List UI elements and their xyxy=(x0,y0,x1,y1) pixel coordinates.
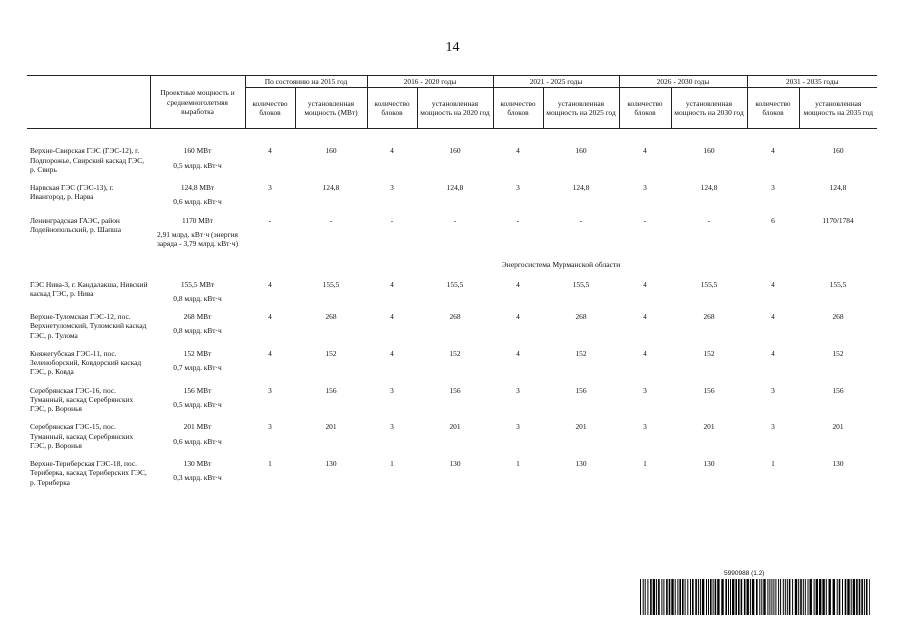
plant-name: ГЭС Нива-3, г. Кандалакша, Нивский каскад ГЭС, р. Нива xyxy=(30,279,148,298)
table-row xyxy=(27,213,877,255)
plant-capacity xyxy=(150,456,245,493)
units-count: 4 xyxy=(268,312,272,322)
units-count: 4 xyxy=(268,279,272,289)
units-count: 4 xyxy=(516,312,520,322)
units-count: 6 xyxy=(771,215,775,225)
installed-capacity: 155,5 xyxy=(700,279,718,289)
barcode-bar xyxy=(663,579,664,615)
barcode-bar xyxy=(713,579,714,615)
barcode-bar xyxy=(666,579,668,615)
design-power: 156 МВт xyxy=(183,385,212,395)
installed-capacity: 160 xyxy=(325,146,337,156)
barcode-bar xyxy=(842,579,843,615)
units-count: 4 xyxy=(643,146,647,156)
units-count: 3 xyxy=(643,183,647,192)
barcode-bar xyxy=(710,579,712,615)
table-body-leningrad xyxy=(27,129,877,255)
installed-capacity: 130 xyxy=(449,459,461,469)
plant-capacity xyxy=(150,213,245,255)
barcode-bar xyxy=(679,579,681,615)
installed-capacity: 155,5 xyxy=(572,279,590,289)
units-count: 4 xyxy=(771,146,775,156)
installed-capacity: 155,5 xyxy=(829,279,847,289)
design-power: 130 МВт xyxy=(183,459,212,469)
units-count: 3 xyxy=(390,385,394,395)
barcode-bar xyxy=(822,579,824,615)
plant-name: Верхне-Териберская ГЭС-18, пос. Териберка, каскад Териберских ГЭС, р. Териберка xyxy=(30,459,147,487)
units-count: 1 xyxy=(390,459,394,469)
installed-capacity: 268 xyxy=(449,312,461,322)
units-count: 4 xyxy=(643,279,647,289)
barcode-bar xyxy=(816,579,818,615)
barcode-bar xyxy=(690,579,691,615)
installed-capacity: 1170/1784 xyxy=(822,215,854,225)
annual-output: 0,8 млрд. кВт·ч xyxy=(173,326,222,336)
design-power: 268 МВт xyxy=(183,312,212,322)
barcode-bar xyxy=(738,579,740,615)
annual-output: 0,7 млрд. кВт·ч xyxy=(173,363,222,373)
header-sub: установленная мощность (МВт) xyxy=(295,88,367,129)
barcode-bar xyxy=(732,579,734,615)
barcode-bar xyxy=(795,579,797,615)
barcode-bar xyxy=(810,579,812,615)
header-group: 2016 - 2020 годы xyxy=(367,76,493,88)
installed-capacity: 155,5 xyxy=(322,279,340,289)
installed-capacity: 124,8 xyxy=(322,183,340,192)
units-count: 3 xyxy=(643,422,647,432)
barcode-bar xyxy=(789,579,791,615)
barcode-bar xyxy=(869,579,870,615)
header-group: По состоянию на 2015 год xyxy=(245,76,367,88)
plant-capacity xyxy=(150,419,245,456)
barcode-bar xyxy=(715,579,717,615)
barcode-bar xyxy=(677,579,678,615)
barcode-bar xyxy=(692,579,694,615)
installed-capacity: 130 xyxy=(832,459,844,469)
barcode-bar xyxy=(735,579,737,615)
table-row xyxy=(27,419,877,456)
plant-capacity xyxy=(150,383,245,420)
installed-capacity: 160 xyxy=(575,146,587,156)
table-body-murmansk xyxy=(27,277,877,493)
barcode-bar xyxy=(645,579,646,615)
barcode-bar xyxy=(805,579,806,615)
units-count: 4 xyxy=(390,146,394,156)
barcode-bar xyxy=(814,579,815,615)
units-count: - xyxy=(390,215,394,225)
barcode-bar xyxy=(839,579,841,615)
barcode xyxy=(640,570,870,616)
units-count: 4 xyxy=(771,312,775,322)
header-group: 2031 - 2035 годы xyxy=(747,76,877,88)
annual-output: 0,8 млрд. кВт·ч xyxy=(173,293,222,303)
barcode-bar xyxy=(763,579,765,615)
units-count: - xyxy=(268,215,272,225)
barcode-bar xyxy=(769,579,770,615)
barcode-bar xyxy=(640,579,641,615)
installed-capacity: 130 xyxy=(703,459,715,469)
design-power: 124,8 МВт xyxy=(180,183,215,192)
installed-capacity: 156 xyxy=(575,385,587,395)
installed-capacity: 156 xyxy=(325,385,337,395)
plant-capacity xyxy=(150,143,245,180)
units-count: 4 xyxy=(268,348,272,358)
units-count: - xyxy=(643,215,647,225)
installed-capacity: 124,8 xyxy=(829,183,847,192)
units-count: 4 xyxy=(390,279,394,289)
header-sub: установленная мощность на 2020 год xyxy=(417,88,493,129)
barcode-bar xyxy=(653,579,655,615)
installed-capacity: 155,5 xyxy=(446,279,464,289)
design-power: 160 МВт xyxy=(183,146,212,156)
installed-capacity: 160 xyxy=(449,146,461,156)
installed-capacity: 124,8 xyxy=(700,183,718,192)
barcode-bar xyxy=(773,579,774,615)
barcode-bar xyxy=(866,579,868,615)
barcode-bar xyxy=(767,579,768,615)
header-group: 2021 - 2025 годы xyxy=(493,76,619,88)
installed-capacity: 268 xyxy=(325,312,337,322)
barcode-bar xyxy=(741,579,743,615)
installed-capacity: 268 xyxy=(575,312,587,322)
barcode-bar xyxy=(787,579,788,615)
barcode-bar xyxy=(851,579,852,615)
barcode-bar xyxy=(759,579,760,615)
barcode-bar xyxy=(747,579,749,615)
units-count: 1 xyxy=(771,459,775,469)
plant-name: Серебрянская ГЭС-16, пос. Туманный, каскад Серебрянских ГЭС, р. Воронья xyxy=(30,385,134,414)
annual-output: 0,5 млрд. кВт·ч xyxy=(173,160,222,170)
plant-name: Ленинградская ГАЭС, район Лодейнопольский, р. Шапша xyxy=(30,215,121,234)
barcode-bar xyxy=(778,579,779,615)
installed-capacity: 152 xyxy=(832,348,844,358)
barcode-bar xyxy=(833,579,835,615)
table-row xyxy=(27,383,877,420)
installed-capacity: 156 xyxy=(703,385,715,395)
units-count: 4 xyxy=(390,312,394,322)
installed-capacity: - xyxy=(453,215,457,225)
units-count: 3 xyxy=(771,385,775,395)
barcode-bar xyxy=(837,579,838,615)
units-count: 3 xyxy=(516,183,520,192)
barcode-bar xyxy=(752,579,754,615)
barcode-bar xyxy=(725,579,727,615)
units-count: 4 xyxy=(771,348,775,358)
units-count: 3 xyxy=(771,422,775,432)
header-sub: количество блоков xyxy=(619,88,671,129)
barcode-bar xyxy=(706,579,707,615)
header-sub: установленная мощность на 2035 год xyxy=(799,88,877,129)
plant-name: Верхне-Свирская ГЭС (ГЭС-12), г. Подпорожье, Свирский каскад ГЭС, р. Свирь xyxy=(30,146,144,174)
units-count: 3 xyxy=(268,183,272,192)
table-row xyxy=(27,456,877,493)
units-count: 3 xyxy=(643,385,647,395)
units-count: 3 xyxy=(771,183,775,192)
barcode-bar xyxy=(859,579,861,615)
units-count: 3 xyxy=(516,422,520,432)
installed-capacity: - xyxy=(707,215,711,225)
barcode-bar xyxy=(700,579,701,615)
plant-capacity xyxy=(150,277,245,310)
header-sub: количество блоков xyxy=(245,88,295,129)
barcode-bar xyxy=(775,579,776,615)
barcode-bar xyxy=(650,579,652,615)
plant-name: Серебрянская ГЭС-15, пос. Туманный, каскад Серебрянских ГЭС, р. Воронья xyxy=(30,422,134,450)
table-row xyxy=(27,180,877,213)
annual-output: 2,91 млрд. кВт·ч (энергия заряда - 3,79 млрд. кВт·ч) xyxy=(156,229,239,248)
barcode-bar xyxy=(853,579,855,615)
installed-capacity: 201 xyxy=(325,422,337,432)
units-count: 3 xyxy=(390,183,394,192)
installed-capacity: 156 xyxy=(832,385,844,395)
barcode-bar xyxy=(750,579,751,615)
units-count: 3 xyxy=(516,385,520,395)
units-count: 4 xyxy=(268,146,272,156)
barcode-bar xyxy=(721,579,723,615)
barcode-bar xyxy=(756,579,758,615)
barcode-bar xyxy=(744,579,746,615)
installed-capacity: 201 xyxy=(449,422,461,432)
annual-output: 0,5 млрд. кВт·ч xyxy=(173,399,222,409)
barcode-bar xyxy=(798,579,799,615)
header-sub: установленная мощность на 2025 год xyxy=(543,88,619,129)
barcode-bar xyxy=(783,579,784,615)
barcode-bar xyxy=(717,579,719,615)
table-row xyxy=(27,346,877,383)
barcode-icon xyxy=(640,579,870,615)
header-name-col xyxy=(27,76,150,129)
units-count: 1 xyxy=(643,459,647,469)
installed-capacity: 268 xyxy=(703,312,715,322)
barcode-bar xyxy=(847,579,849,615)
units-count: 1 xyxy=(268,459,272,469)
units-count: 4 xyxy=(516,146,520,156)
plant-name: Княжегубская ГЭС-11, пос. Зеленоборский, Ковдорский каскад ГЭС, р. Ковда xyxy=(30,348,142,377)
barcode-bar xyxy=(771,579,772,615)
barcode-bar xyxy=(643,579,644,615)
annual-output: 0,6 млрд. кВт·ч xyxy=(173,436,222,446)
units-count: 4 xyxy=(771,279,775,289)
installed-capacity: - xyxy=(579,215,583,225)
barcode-bar xyxy=(656,579,657,615)
installed-capacity: 130 xyxy=(325,459,337,469)
installed-capacity: - xyxy=(329,215,333,225)
plant-capacity xyxy=(150,180,245,213)
table-row xyxy=(27,309,877,346)
barcode-bar xyxy=(675,579,676,615)
units-count: 3 xyxy=(268,422,272,432)
units-count: 4 xyxy=(390,348,394,358)
barcode-label: 5990988 (1.2) xyxy=(724,570,765,577)
barcode-bar xyxy=(682,579,684,615)
header-sub: количество блоков xyxy=(747,88,799,129)
table-row xyxy=(27,277,877,310)
annual-output: 0,3 млрд. кВт·ч xyxy=(173,473,222,483)
units-count: 3 xyxy=(390,422,394,432)
page-number: 14 xyxy=(445,40,460,55)
section-row-group xyxy=(27,254,877,276)
design-power: 201 МВт xyxy=(183,422,212,432)
installed-capacity: 201 xyxy=(832,422,844,432)
installed-capacity: 152 xyxy=(449,348,461,358)
barcode-bar xyxy=(819,579,821,615)
header-sub: количество блоков xyxy=(493,88,543,129)
units-count: 4 xyxy=(516,348,520,358)
plant-name: Нарвская ГЭС (ГЭС-13), г. Ивангород, р. Нарва xyxy=(30,183,114,202)
barcode-bar xyxy=(671,579,673,615)
units-count: - xyxy=(516,215,520,225)
barcode-bar xyxy=(829,579,831,615)
barcode-bar xyxy=(708,579,709,615)
installed-capacity: 156 xyxy=(449,385,461,395)
installed-capacity: 152 xyxy=(325,348,337,358)
barcode-bar xyxy=(861,579,863,615)
table-row xyxy=(27,143,877,180)
barcode-bar xyxy=(687,579,688,615)
barcode-bar xyxy=(785,579,786,615)
barcode-bar xyxy=(792,579,793,615)
barcode-bar xyxy=(661,579,662,615)
units-count: 1 xyxy=(516,459,520,469)
barcode-bar xyxy=(864,579,865,615)
barcode-bar xyxy=(800,579,802,615)
section-title: Энергосистема Мурманской области xyxy=(501,260,621,270)
installed-capacity: 152 xyxy=(703,348,715,358)
barcode-bar xyxy=(826,579,827,615)
plant-name: Верхне-Туломская ГЭС-12, пос. Верхнетуломский, Туломский каскад ГЭС, р. Тулома xyxy=(30,312,147,340)
barcode-bar xyxy=(647,579,648,615)
installed-capacity: 152 xyxy=(575,348,587,358)
annual-output: 0,6 млрд. кВт·ч xyxy=(173,197,222,207)
design-power: 1170 МВт xyxy=(181,215,214,225)
barcode-bar xyxy=(856,579,858,615)
barcode-bar xyxy=(780,579,781,615)
barcode-bar xyxy=(803,579,804,615)
barcode-bar xyxy=(698,579,699,615)
units-count: 3 xyxy=(268,385,272,395)
plant-capacity xyxy=(150,346,245,383)
installed-capacity: 124,8 xyxy=(446,183,464,192)
installed-capacity: 201 xyxy=(703,422,715,432)
units-count: 4 xyxy=(643,348,647,358)
barcode-bar xyxy=(702,579,704,615)
plant-capacity xyxy=(150,309,245,346)
barcode-bar xyxy=(730,579,731,615)
barcode-bar xyxy=(685,579,686,615)
barcode-bar xyxy=(669,579,671,615)
barcode-bar xyxy=(695,579,697,615)
hydro-plants-table xyxy=(27,75,877,493)
header-sub: установленная мощность на 2030 год xyxy=(671,88,747,129)
header-group: 2026 - 2030 годы xyxy=(619,76,747,88)
header-sub: количество блоков xyxy=(367,88,417,129)
installed-capacity: 201 xyxy=(575,422,587,432)
installed-capacity: 124,8 xyxy=(572,183,590,192)
barcode-bar xyxy=(658,579,660,615)
header-proj: Проектные мощность и среднемноголетняя выработка xyxy=(150,76,245,129)
installed-capacity: 160 xyxy=(703,146,715,156)
design-power: 155,5 МВт xyxy=(180,279,215,289)
units-count: 4 xyxy=(643,312,647,322)
barcode-bar xyxy=(845,579,847,615)
barcode-bar xyxy=(808,579,809,615)
barcode-bar xyxy=(728,579,729,615)
installed-capacity: 130 xyxy=(575,459,587,469)
installed-capacity: 160 xyxy=(832,146,844,156)
barcode-bar xyxy=(761,579,762,615)
units-count: 4 xyxy=(516,279,520,289)
table-header xyxy=(27,76,877,129)
installed-capacity: 268 xyxy=(832,312,844,322)
design-power: 152 МВт xyxy=(183,348,212,358)
